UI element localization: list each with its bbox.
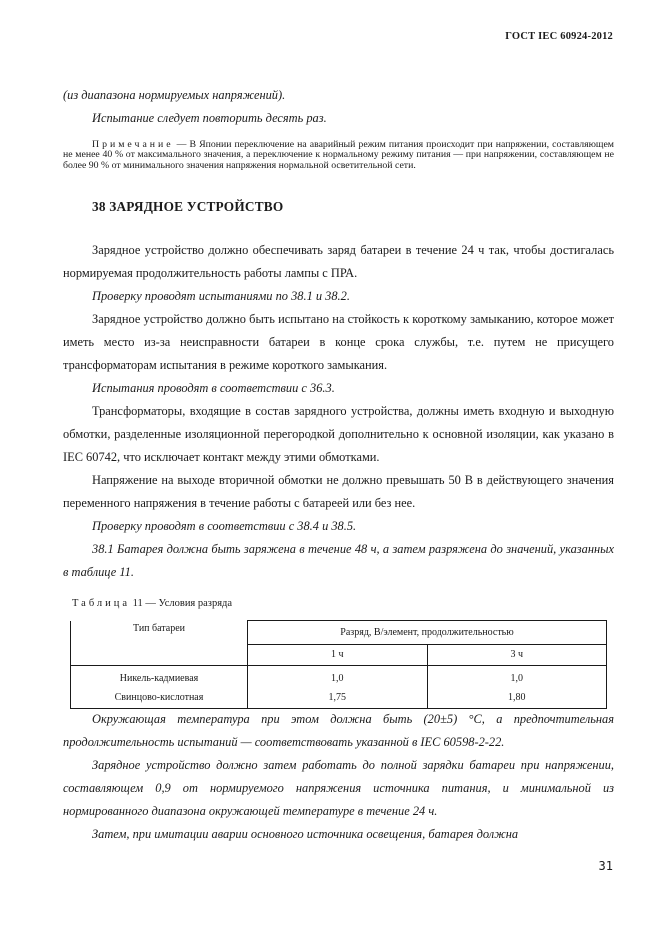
table-row [71,689,607,709]
section-title: 38 ЗАРЯДНОЕ УСТРОЙСТВО [92,199,284,214]
paragraph-3: Зарядное устройство должно быть испытано на стойкость к короткому замыканию, которое может иметь место из-за неисправности батареи в конце срока службы, т.е. путем не присущего трансформаторам испытания в режиме короткого замыкания. [63,312,614,372]
after-table-body [63,708,614,846]
column-header-discharge: Разряд, В/элемент, продолжительностью [248,621,607,645]
column-header-type: Тип батареи [71,621,248,666]
cell-3h: 1,0 [427,665,607,689]
table-row [71,665,607,689]
note-text: — В Японии переключение на аварийный режим питания происходит при напряжении, составляющем не менее 40 % от максимального значения, а переключение к нормальному режиму питания — при напряжении, составляющем не более 90 % от минимального значения напряжения нормальной осветительной сети. [63,139,614,171]
paragraph-2: Проверку проводят испытаниями по 38.1 и 38.2. [92,289,350,303]
table-header-row [71,621,607,645]
paragraph-6: Напряжение на выходе вторичной обмотки не должно превышать 50 В в действующего значения переменного напряжения в течение работы с батареей или без нее. [63,473,614,510]
paragraph-temperature: Окружающая температура при этом должна быть (20±5) °С, а предпочтительная продолжительность испытаний — соответствовать указанной в IEC 60598-2-22. [63,712,614,749]
paragraph-4: Испытания проводят в соответствии с 36.3. [92,381,335,395]
discharge-table [70,620,607,709]
section-title-block [63,199,614,215]
cell-1h: 1,0 [248,665,428,689]
cell-type: Никель-кадмиевая [71,665,248,689]
repeat-instruction: Испытание следует повторить десять раз. [92,111,327,125]
note-block [63,140,614,171]
top-text-block [63,84,614,130]
cell-3h: 1,80 [427,689,607,709]
paragraph-8: 38.1 Батарея должна быть заряжена в течение 48 ч, а затем разряжена до значений, указанных в таблице 11. [63,542,614,579]
continued-line: (из диапазона нормируемых напряжений). [63,88,286,102]
paragraph-emergency: Затем, при имитации аварии основного источника освещения, батарея должна [92,827,519,841]
cell-1h: 1,75 [248,689,428,709]
paragraph-1: Зарядное устройство должно обеспечивать заряд батареи в течение 24 ч так, чтобы достигалась нормируемая продолжительность работы лампы с ПРА. [63,243,614,280]
note-paragraph [63,140,614,171]
standard-header: ГОСТ IEC 60924-2012 [505,31,613,42]
section-body [63,239,614,584]
paragraph-charging: Зарядное устройство должно затем работать до полной зарядки батареи при напряжении, составляющем 0,9 от нормируемого напряжения источника питания, и минимальной из нормированного диапазона окружающей температуре в течение 24 ч. [63,758,614,818]
paragraph-7: Проверку проводят в соответствии с 38.4 и 38.5. [92,519,357,533]
subheader-1h: 1 ч [248,644,428,665]
note-label: Примечание [92,139,174,150]
cell-type: Свинцово-кислотная [71,689,248,709]
paragraph-5: Трансформаторы, входящие в состав зарядного устройства, должны иметь входную и выходную обмотки, разделенные изоляционной перегородкой дополнительно к основной изоляции, как указано в IEC 60742, что исключает контакт между этими обмотками. [63,404,614,464]
table-caption [72,598,232,609]
page-number: 31 [598,859,613,873]
table-caption-text: 11 — Условия разряда [130,598,233,609]
subheader-3h: 3 ч [427,644,607,665]
table-caption-label: Таблица [72,598,131,609]
